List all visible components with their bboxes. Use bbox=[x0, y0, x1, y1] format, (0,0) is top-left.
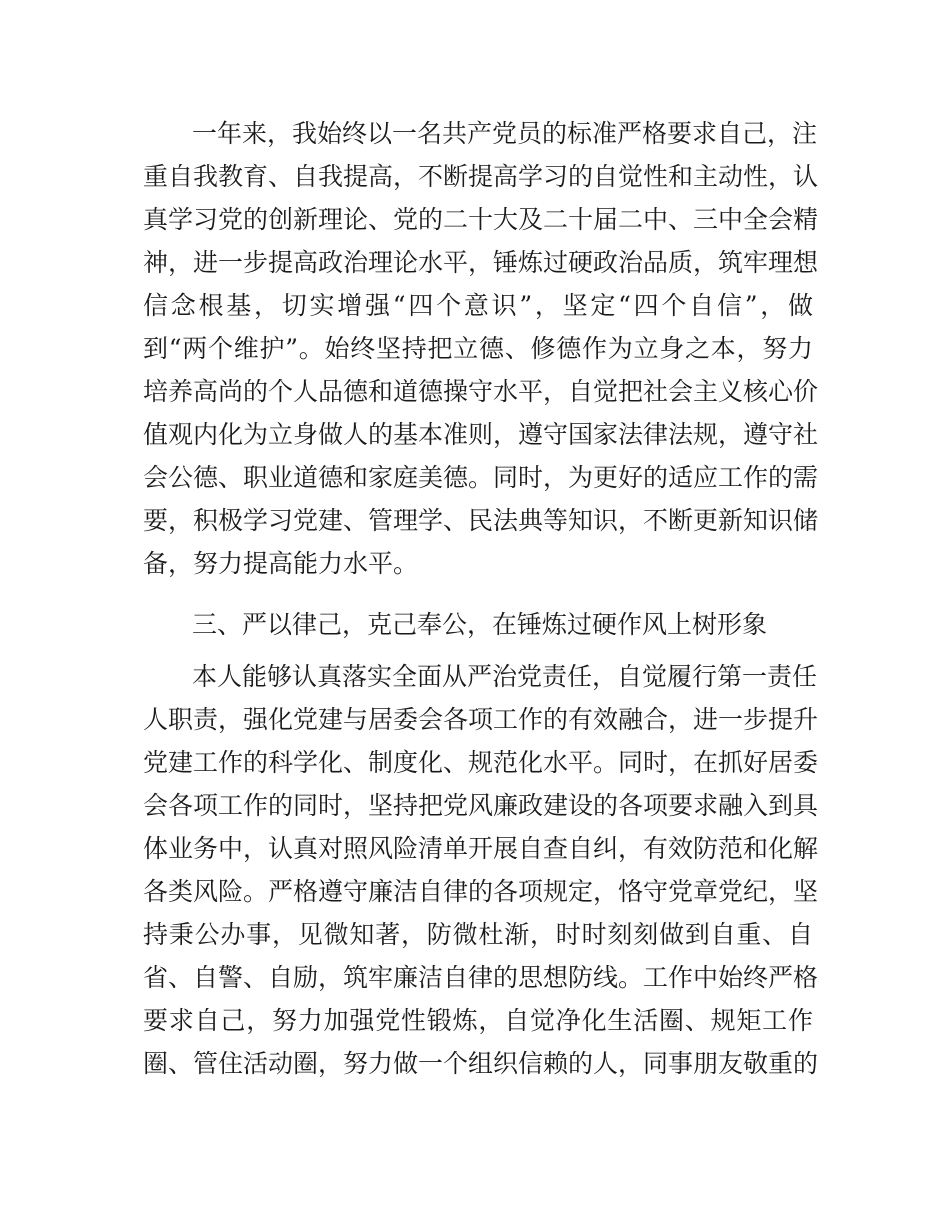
paragraph-1-line: 要，积极学习党建、管理学、民法典等知识，不断更新知识储 bbox=[143, 506, 819, 535]
paragraph-2-line: 人职责，强化党建与居委会各项工作的有效融合，进一步提升 bbox=[143, 705, 819, 734]
paragraph-1-line: 真学习党的创新理论、党的二十大及二十届二中、三中全会精 bbox=[143, 205, 819, 234]
paragraph-1-line: 到“两个维护”。始终坚持把立德、修德作为立身之本，努力 bbox=[143, 334, 813, 363]
paragraph-1-line: 重自我教育、自我提高，不断提高学习的自觉性和主动性，认 bbox=[143, 162, 819, 191]
paragraph-1-line: 培养高尚的个人品德和道德操守水平，自觉把社会主义核心价 bbox=[143, 377, 819, 406]
paragraph-1-line: 一年来，我始终以一名共产党员的标准严格要求自己，注 bbox=[192, 119, 818, 148]
paragraph-2-line: 省、自警、自励，筑牢廉洁自律的思想防线。工作中始终严格 bbox=[143, 963, 819, 992]
paragraph-2-line: 党建工作的科学化、制度化、规范化水平。同时，在抓好居委 bbox=[143, 748, 819, 777]
paragraph-2-line: 体业务中，认真对照风险清单开展自查自纠，有效防范和化解 bbox=[143, 834, 819, 863]
paragraph-2-line: 本人能够认真落实全面从严治党责任，自觉履行第一责任 bbox=[192, 662, 818, 691]
paragraph-1-line: 信念根基，切实增强“四个意识”，坚定“四个自信”，做 bbox=[143, 291, 813, 320]
paragraph-1-line: 神，进一步提高政治理论水平，锤炼过硬政治品质，筑牢理想 bbox=[143, 248, 819, 277]
paragraph-2-line: 圈、管住活动圈，努力做一个组织信赖的人，同事朋友敬重的 bbox=[143, 1049, 819, 1078]
section-heading: 三、严以律己，克己奉公，在锤炼过硬作风上树形象 bbox=[192, 610, 768, 639]
paragraph-2-line: 各类风险。严格遵守廉洁自律的各项规定，恪守党章党纪，坚 bbox=[143, 877, 819, 906]
paragraph-2-line: 会各项工作的同时，坚持把党风廉政建设的各项要求融入到具 bbox=[143, 791, 819, 820]
paragraph-2-line: 持秉公办事，见微知著，防微杜渐，时时刻刻做到自重、自 bbox=[143, 920, 813, 949]
paragraph-1-line: 值观内化为立身做人的基本准则，遵守国家法律法规，遵守社 bbox=[143, 420, 819, 449]
paragraph-1-line: 备，努力提高能力水平。 bbox=[143, 549, 419, 578]
paragraph-1-line: 会公德、职业道德和家庭美德。同时，为更好的适应工作的需 bbox=[143, 463, 819, 492]
paragraph-2-line: 要求自己，努力加强党性锻炼，自觉净化生活圈、规矩工作 bbox=[143, 1006, 813, 1035]
